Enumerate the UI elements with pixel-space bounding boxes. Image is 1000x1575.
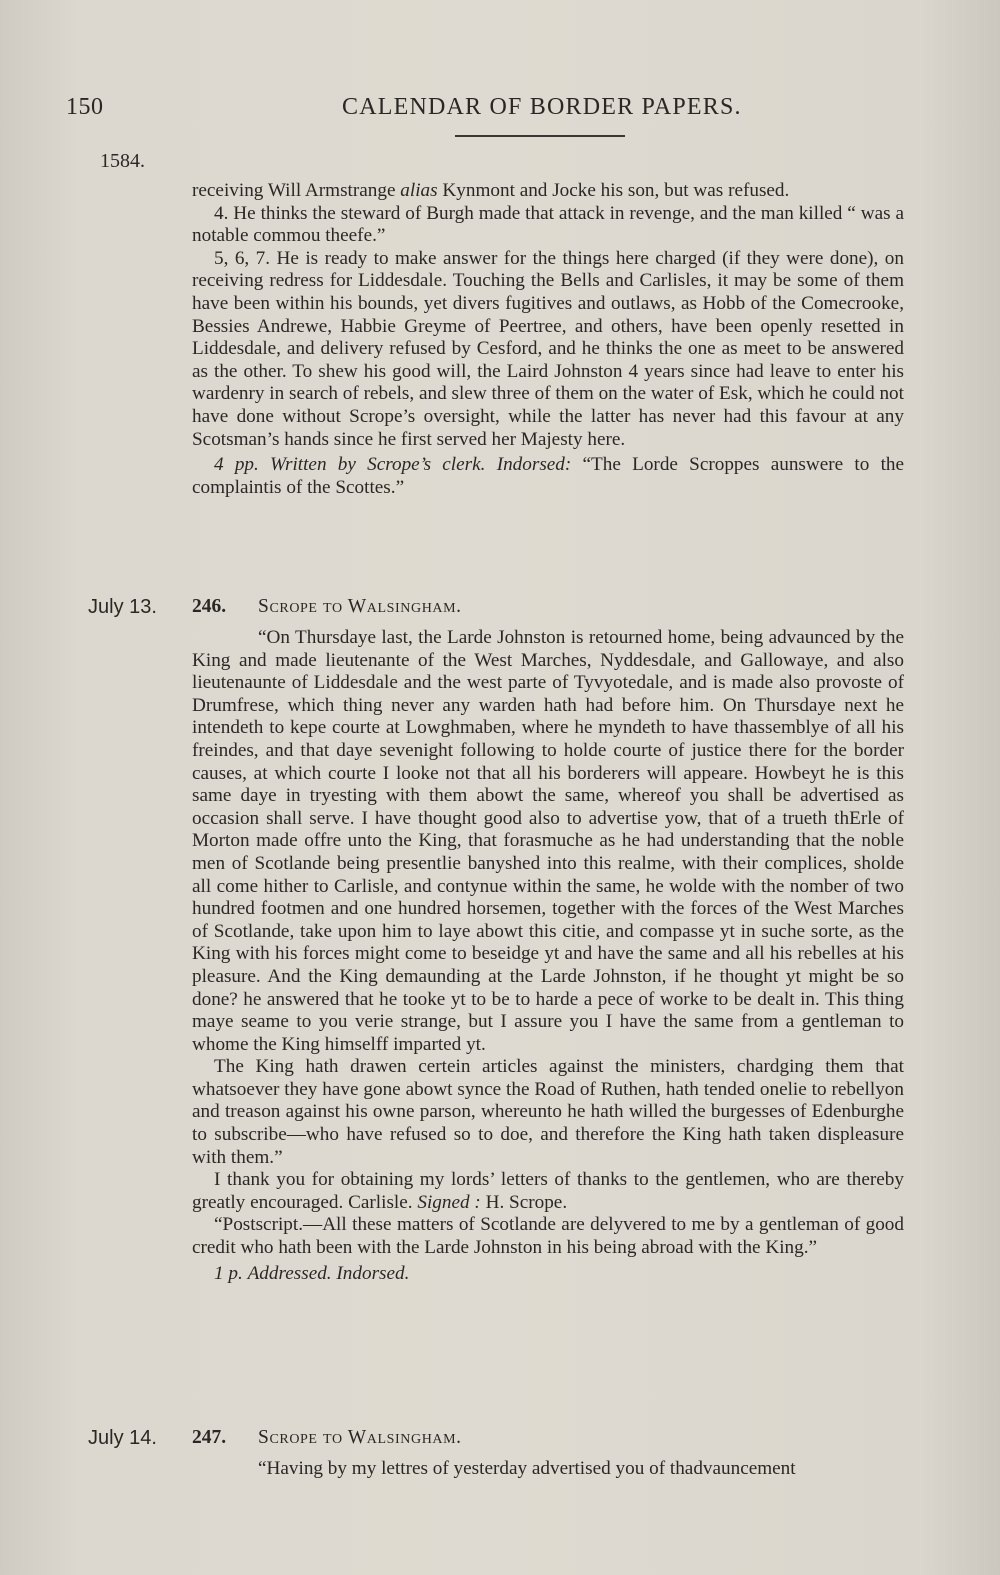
paragraph xyxy=(192,180,904,203)
text-alias: alias xyxy=(400,180,438,201)
entry-247-text xyxy=(192,1458,904,1481)
note-indorsed: Indorsed: xyxy=(496,454,572,476)
entry-title: Scrope to Walsingham. xyxy=(258,1427,462,1448)
document-note xyxy=(192,454,904,499)
note-text: “The Lorde Scroppes aunswere to the complaintis of the Scottes.” xyxy=(192,454,905,498)
entry-date: July 14. xyxy=(88,1427,157,1449)
paragraph: “On Thursdaye last, the Larde Johnston is retourned home, being advaunced by the King and made lieutenante of the West Marches, Nyddesdale, and Gallowaye, and also lieutenaunte of Liddesdale and the west parte of Tyvyotedale, and is made also provoste of Drumfrese, which thing never any warden hath had before him. On Thursdaye next he intendeth to kepe courte at Lowghmaben, where he myndeth to have thassemblye of all his freindes, and that daye sevenight following to holde courte of justice there for the border causes, at which courte I looke not that all his borderers will appeare. Howbeyt he is this same daye in tryesting with them abowt the same, whereof you shall be advertised as occasion shall serve. I have thought good also to advertise yow, that of a trueth thErle of Morton made offre unto the King, that forasmuche as he had understanding that the noble men of Scotlande being presentlie banyshed into this realme, with their complices, sholde all come hither to Carlisle, and contynue within the same, he wolde with the nomber of two hundred footmen and one hundred horsemen, together with the forces of the West Marches of Scotlande, take upon him to laye abowt this citie, and compasse yt in suche sorte, as the King with his forces might come to beseidge yt and have the same and all his rebelles at his pleasure. And the King demaunding at the Larde Johnston, if he thought yt might be so done? he answered that he tooke yt to be to harde a pece of worke to be dealt in. This thing maye seame to you verie strange, but I assure you I have the same from a gentleman to whome the King himselff imparted yt. xyxy=(192,627,904,1055)
entry-246-text xyxy=(192,627,904,1285)
running-title: CALENDAR OF BORDER PAPERS. xyxy=(342,94,742,120)
paragraph: “Having by my lettres of yesterday advertised you of thadvauncement xyxy=(258,1458,796,1479)
text-thanks: I thank you for obtaining my lords’ letters of thanks to the gentlemen, who are thereby greatly encouraged. Carlisle. xyxy=(192,1169,904,1213)
continuation-text xyxy=(192,180,904,499)
entry-heading-246 xyxy=(66,596,906,626)
paragraph: 4. He thinks the steward of Burgh made that attack in revenge, and the man killed “ was a notable commou theefe.” xyxy=(192,202,904,247)
text-rest: Kynmont and Jocke his son, but was refused. xyxy=(437,180,790,201)
entry-number: 246. xyxy=(192,596,227,617)
page-number: 150 xyxy=(66,94,104,120)
note-pp: 1 p. xyxy=(214,1262,243,1284)
note-text: Addressed. Indorsed. xyxy=(247,1262,410,1284)
note-pp: 4 pp. xyxy=(214,454,259,476)
text-signed: Signed : xyxy=(417,1191,481,1213)
paragraph: The King hath drawen certein articles against the ministers, chardging them that whatsoever they have gone abowt synce the Road of Ruthen, hath tended onelie to rebellyon and treason against his owne parson, whereunto he hath willed the burgesses of Edenburghe to subscribe—who have refused so to doe, and therefore the King hath taken displeasure with them.” xyxy=(192,1056,904,1168)
document-note xyxy=(192,1263,904,1286)
entry-heading-247 xyxy=(66,1427,906,1457)
entry-number: 247. xyxy=(192,1427,227,1448)
entry-title: Scrope to Walsingham. xyxy=(258,596,462,617)
margin-year: 1584. xyxy=(100,150,145,172)
text-receiving: receiving Will Armstrange xyxy=(192,180,401,201)
paragraph xyxy=(192,1169,904,1214)
paragraph: 5, 6, 7. He is ready to make answer for the things here charged (if they were done), on receiving redress for Liddesdale. Touching the Bells and Carlisles, it may be some of them have been within his bounds, yet divers fugitives and outlaws, as Hobb of the Comecrooke, Bessies Andrewe, Habbie Greyme of Peertree, and others, have been openly resetted in Liddesdale, and delivery refused by Cesford, and he thinks the one as meet to be answered as the other. To shew his good will, the Laird Johnston 4 years since had leave to enter his wardenry in search of rebels, and slew three of them on the water of Esk, which he could not have done without Scrope’s oversight, while the latter has never had this favour at any Scotsman’s hands since he first served her Majesty here. xyxy=(192,247,904,450)
text-signature-name: H. Scrope. xyxy=(485,1191,568,1213)
header-rule xyxy=(455,135,625,137)
paragraph: “Postscript.—All these matters of Scotlande are delyvered to me by a gentleman of good credit who hath been with the Larde Johnston in his being abroad with the King.” xyxy=(192,1214,904,1259)
note-written: Written by Scrope’s clerk. xyxy=(270,454,486,476)
page-header xyxy=(0,90,1000,130)
entry-date: July 13. xyxy=(88,596,157,618)
